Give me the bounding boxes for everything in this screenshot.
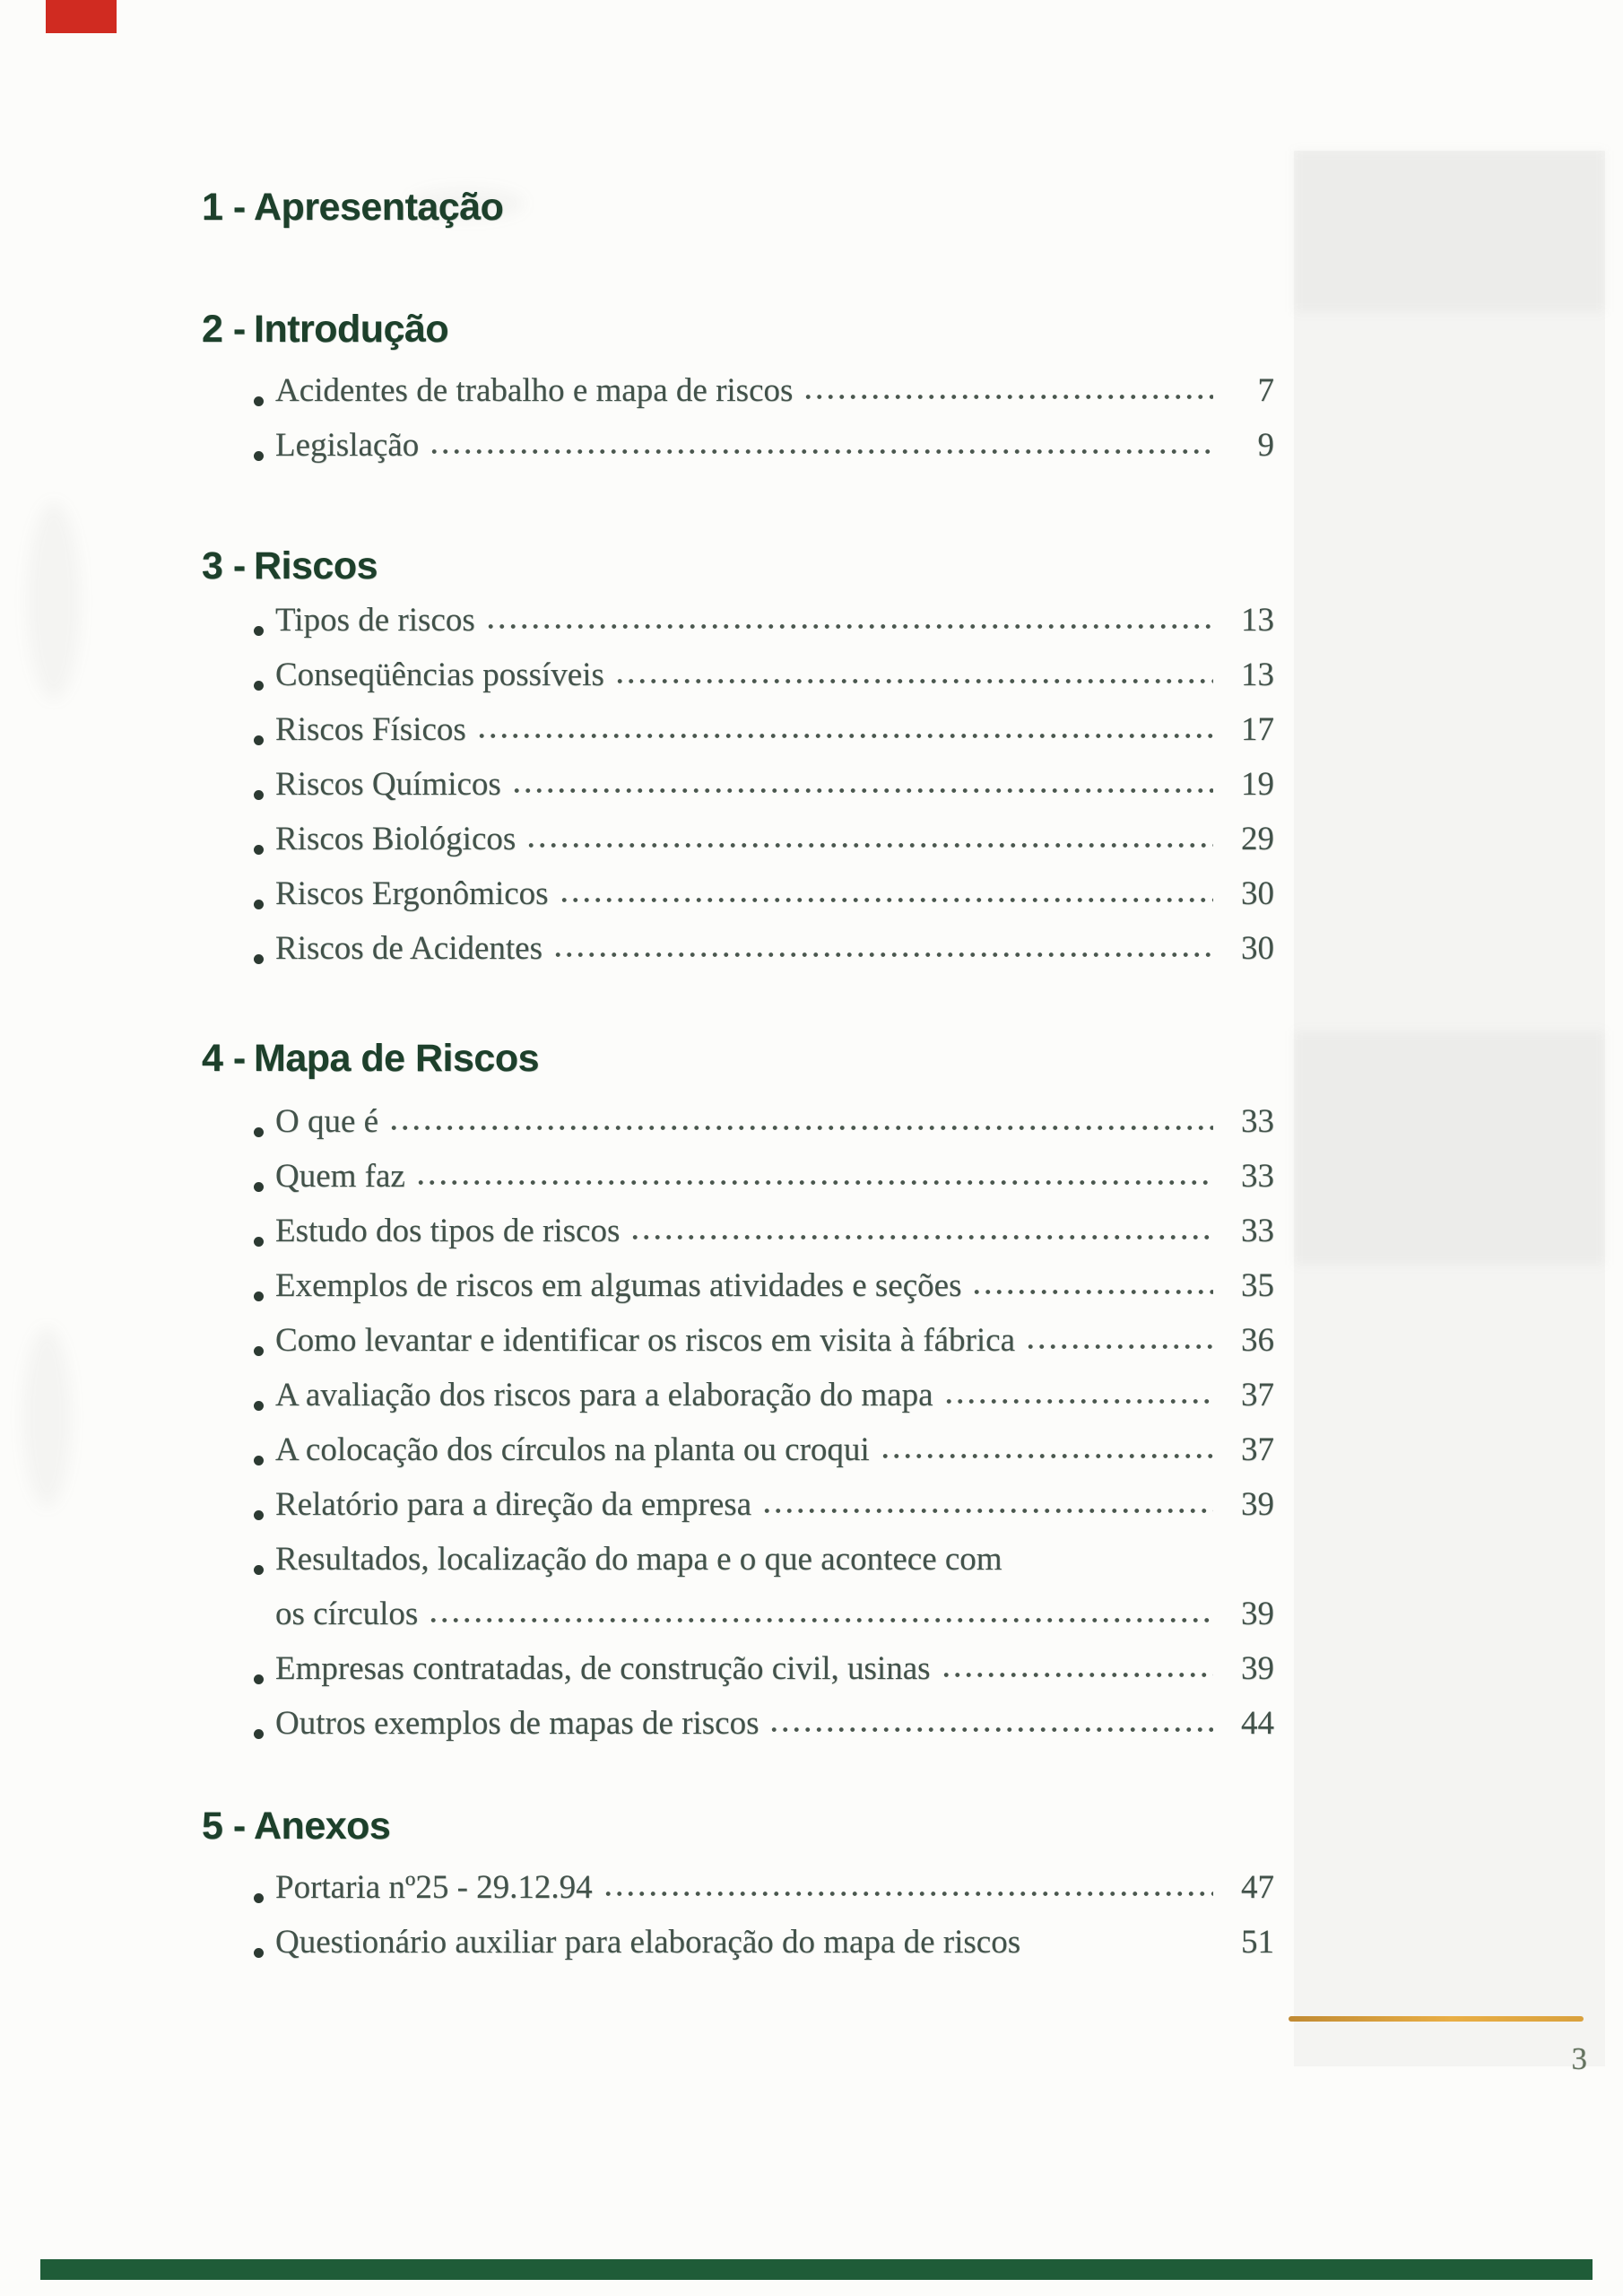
entry-page: 9 xyxy=(1257,427,1274,464)
section-heading xyxy=(202,1036,1274,1081)
bullet-icon xyxy=(254,396,264,406)
entry-title: A avaliação dos riscos para a elaboração do mapa xyxy=(275,1377,933,1413)
dot-leader xyxy=(943,1397,1214,1405)
entry-title: Exemplos de riscos em algumas atividades e seções xyxy=(275,1267,962,1304)
page-number: 3 xyxy=(1571,2041,1587,2076)
entry-title: Portaria nº25 - 29.12.94 xyxy=(275,1869,593,1906)
entry-title: Quem faz xyxy=(275,1158,405,1195)
bullet-icon xyxy=(254,790,264,800)
dot-leader xyxy=(761,1507,1213,1515)
entry-page: 37 xyxy=(1241,1377,1274,1413)
entry-title: Relatório para a direção da empresa xyxy=(275,1486,752,1523)
section-heading xyxy=(202,544,1274,588)
entry-title: Riscos Ergonômicos xyxy=(275,875,549,912)
entry-title: Estudo dos tipos de riscos xyxy=(275,1213,621,1249)
section-entries xyxy=(202,601,1274,984)
dot-leader xyxy=(1025,1343,1213,1351)
entry-page: 13 xyxy=(1241,657,1274,693)
entry-page: 30 xyxy=(1241,930,1274,967)
bullet-icon xyxy=(254,1182,264,1192)
dot-leader xyxy=(629,1233,1213,1241)
toc-entry xyxy=(254,1266,1274,1321)
entry-title: Acidentes de trabalho e mapa de riscos xyxy=(275,372,794,409)
dot-leader xyxy=(941,1671,1213,1679)
entry-title: Questionário auxiliar para elaboração do mapa de riscos xyxy=(275,1924,1021,1961)
bullet-icon xyxy=(254,735,264,745)
entry-title: Conseqüências possíveis xyxy=(275,657,604,693)
toc-entry xyxy=(254,1540,1274,1595)
dot-leader xyxy=(768,1726,1213,1734)
toc-entry xyxy=(254,426,1274,481)
toc-entry xyxy=(254,1321,1274,1376)
dot-leader xyxy=(803,393,1213,401)
dot-leader xyxy=(1030,1944,1213,1952)
toc-entry xyxy=(254,765,1274,820)
toc-section-introducao xyxy=(202,307,1274,481)
toc-entry xyxy=(254,1485,1274,1540)
toc-section-mapa-de-riscos xyxy=(202,1036,1274,1759)
bullet-icon xyxy=(254,1565,264,1575)
bullet-icon xyxy=(254,1292,264,1301)
bullet-icon xyxy=(254,626,264,636)
bullet-icon xyxy=(254,1127,264,1137)
toc-entry xyxy=(254,1157,1274,1212)
entry-page: 39 xyxy=(1241,1596,1274,1632)
toc-entry xyxy=(254,929,1274,984)
dot-leader xyxy=(552,951,1213,959)
section-number: 1 - xyxy=(202,186,246,229)
toc-entry xyxy=(254,1431,1274,1485)
entry-title: Outros exemplos de mapas de riscos xyxy=(275,1705,759,1742)
entry-title: Tipos de riscos xyxy=(275,602,475,639)
bullet-icon xyxy=(254,681,264,691)
entry-page: 37 xyxy=(1241,1431,1274,1468)
entry-title: Como levantar e identificar os riscos em visita à fábrica xyxy=(275,1322,1016,1359)
section-title: Anexos xyxy=(254,1805,391,1848)
section-entries xyxy=(202,1868,1274,1978)
bullet-icon xyxy=(254,1237,264,1247)
section-title: Mapa de Riscos xyxy=(254,1037,539,1080)
entry-page: 29 xyxy=(1241,821,1274,857)
dot-leader xyxy=(428,1616,1213,1624)
dot-leader xyxy=(476,732,1213,740)
entry-page: 30 xyxy=(1241,875,1274,912)
dot-leader xyxy=(429,448,1213,456)
toc-entry xyxy=(254,710,1274,765)
toc-entry xyxy=(254,656,1274,710)
toc-entry xyxy=(254,874,1274,929)
toc-entry xyxy=(254,820,1274,874)
toc-entry xyxy=(254,601,1274,656)
bottom-green-bar xyxy=(40,2259,1593,2280)
dot-leader xyxy=(559,896,1213,904)
entry-page: 47 xyxy=(1241,1869,1274,1906)
red-corner-mark xyxy=(46,0,117,33)
dot-leader xyxy=(388,1124,1213,1132)
bullet-icon xyxy=(254,1674,264,1684)
entry-page: 44 xyxy=(1241,1705,1274,1742)
toc-entry xyxy=(254,1102,1274,1157)
entry-page: 17 xyxy=(1241,711,1274,748)
bullet-icon xyxy=(254,1510,264,1520)
entry-title: O que é xyxy=(275,1103,379,1140)
toc-entry xyxy=(254,1868,1274,1923)
entry-page: 33 xyxy=(1241,1158,1274,1195)
toc-entry xyxy=(254,371,1274,426)
bullet-icon xyxy=(254,1948,264,1958)
toc-section-apresentacao xyxy=(202,185,1274,230)
bullet-icon xyxy=(254,954,264,964)
bullet-icon xyxy=(254,900,264,909)
toc-section-anexos xyxy=(202,1804,1274,1978)
table-of-contents xyxy=(202,185,1274,2024)
orange-rule xyxy=(1289,2016,1584,2022)
entry-title: Empresas contratadas, de construção civil, usinas xyxy=(275,1650,931,1687)
bullet-icon xyxy=(254,1729,264,1739)
toc-entry xyxy=(254,1923,1274,1978)
bullet-icon xyxy=(254,1346,264,1356)
entry-page: 36 xyxy=(1241,1322,1274,1359)
section-title: Riscos xyxy=(254,544,378,587)
scan-artifact xyxy=(1294,1031,1605,1265)
dot-leader xyxy=(603,1890,1213,1898)
entry-title: Riscos de Acidentes xyxy=(275,930,543,967)
entry-title: Riscos Biológicos xyxy=(275,821,516,857)
scan-artifact xyxy=(27,502,81,700)
section-entries xyxy=(202,371,1274,481)
entry-page: 51 xyxy=(1241,1924,1274,1961)
entry-page: 13 xyxy=(1241,602,1274,639)
dot-leader xyxy=(614,677,1213,685)
bullet-icon xyxy=(254,1893,264,1903)
section-number: 2 - xyxy=(202,308,246,351)
bullet-icon xyxy=(254,1456,264,1465)
bullet-icon xyxy=(254,845,264,855)
section-number: 5 - xyxy=(202,1805,246,1848)
entry-page: 33 xyxy=(1241,1103,1274,1140)
toc-entry xyxy=(254,1376,1274,1431)
entry-title: os círculos xyxy=(275,1596,419,1632)
entry-title: A colocação dos círculos na planta ou croqui xyxy=(275,1431,870,1468)
section-number: 4 - xyxy=(202,1037,246,1080)
entry-page: 35 xyxy=(1241,1267,1274,1304)
scan-artifact xyxy=(1294,151,1605,312)
entry-title: Resultados, localização do mapa e o que acontece com xyxy=(275,1541,1002,1578)
toc-section-riscos xyxy=(202,544,1274,984)
entry-page: 39 xyxy=(1241,1650,1274,1687)
section-heading xyxy=(202,1804,1274,1848)
entry-title: Riscos Físicos xyxy=(275,711,466,748)
entry-page: 7 xyxy=(1257,372,1274,409)
section-title: Apresentação xyxy=(254,186,504,229)
dot-leader xyxy=(525,841,1213,849)
bullet-icon xyxy=(254,1401,264,1411)
bullet-icon xyxy=(254,451,264,461)
entry-title: Legislação xyxy=(275,427,420,464)
dot-leader xyxy=(485,622,1213,631)
toc-entry xyxy=(254,1704,1274,1759)
entry-title: Riscos Químicos xyxy=(275,766,501,803)
section-number: 3 - xyxy=(202,544,246,587)
dot-leader xyxy=(880,1452,1213,1460)
dot-leader xyxy=(511,787,1213,795)
dot-leader xyxy=(971,1288,1213,1296)
toc-entry xyxy=(254,1212,1274,1266)
section-heading xyxy=(202,307,1274,352)
section-heading xyxy=(202,185,1274,230)
scan-artifact xyxy=(22,1327,72,1507)
toc-entry-continuation xyxy=(254,1595,1274,1649)
dot-leader xyxy=(415,1178,1213,1187)
entry-page: 39 xyxy=(1241,1486,1274,1523)
entry-page: 33 xyxy=(1241,1213,1274,1249)
entry-page: 19 xyxy=(1241,766,1274,803)
section-title: Introdução xyxy=(254,308,449,351)
toc-entry xyxy=(254,1649,1274,1704)
section-entries xyxy=(202,1102,1274,1759)
